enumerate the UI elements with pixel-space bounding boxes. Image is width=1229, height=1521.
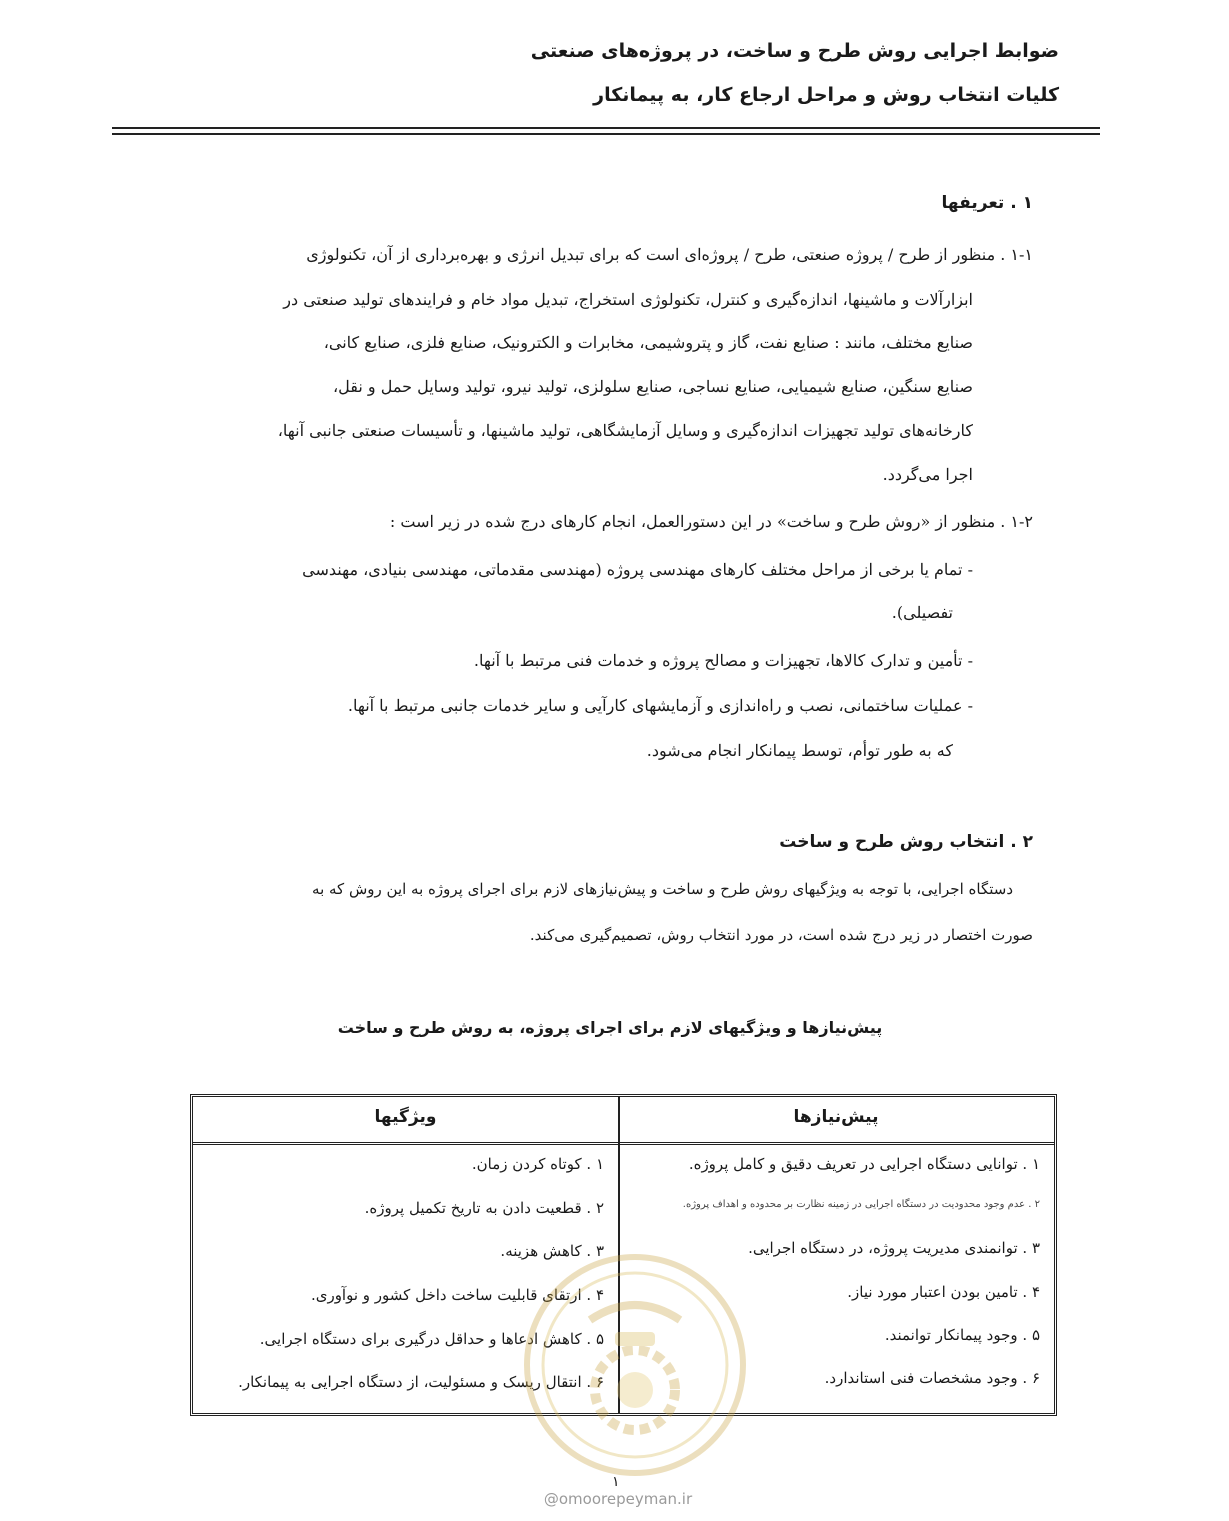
feature-item: ۴ . ارتقای قابلیت ساخت داخل کشور و نوآوری. (310, 1286, 604, 1304)
watermark-text: @omoorepeyman.ir (543, 1490, 693, 1508)
list-item: - عملیات ساختمانی، نصب و راه‌اندازی و آزمایشهای کارآیی و سایر خدمات جانبی مرتبط با آنها. (347, 696, 973, 715)
list-item: - تأمین و تدارک کالاها، تجهیزات و مصالح پروژه و خدمات فنی مرتبط با آنها. (473, 651, 973, 670)
prereq-item: ۶ . وجود مشخصات فنی استاندارد. (824, 1369, 1040, 1387)
prereq-item: ۴ . تامین بودن اعتبار مورد نیاز. (847, 1283, 1040, 1301)
paragraph-line: صنایع مختلف، مانند : صنایع نفت، گاز و پتروشیمی، مخابرات و الکترونیک، صنایع فلزی، صنایع کانی، (323, 333, 973, 352)
prereq-item: ۱ . توانایی دستگاه اجرایی در تعریف دقیق و کامل پروژه. (688, 1155, 1040, 1173)
column-header-prerequisites: پیش‌نیازها (793, 1107, 879, 1127)
prereq-item: ۵ . وجود پیمانکار توانمند. (884, 1326, 1040, 1344)
page-number: ۱ (612, 1474, 620, 1490)
column-header-features: ویژگیها (374, 1107, 437, 1127)
section-title-selection: ۲ . انتخاب روش طرح و ساخت (779, 832, 1033, 852)
list-item: تفصیلی). (891, 603, 953, 622)
paragraph-line: دستگاه اجرایی، با توجه به ویژگیهای روش طرح و ساخت و پیش‌نیازهای لازم برای اجرای پروژه به این روش که به (312, 880, 1013, 898)
header-divider (112, 127, 1100, 129)
feature-item: ۵ . کاهش ادعاها و حداقل درگیری برای دستگاه اجرایی. (259, 1330, 604, 1348)
paragraph-line: کارخانه‌های تولید تجهیزات اندازه‌گیری و وسایل آزمایشگاهی، تولید ماشینها، و تأسیسات صنعتی جانبی آنها، (277, 421, 973, 440)
header-divider (112, 133, 1100, 135)
feature-item: ۶ . انتقال ریسک و مسئولیت، از دستگاه اجرایی به پیمانکار. (238, 1373, 604, 1391)
header-subtitle: کلیات انتخاب روش و مراحل ارجاع کار، به پیمانکار (593, 84, 1059, 106)
prereq-item: ۲ . عدم وجود محدودیت در دستگاه اجرایی در زمینه نظارت بر محدوده و اهداف پروژه. (682, 1199, 1040, 1210)
prereq-item: ۳ . توانمندی مدیریت پروژه، در دستگاه اجرایی. (748, 1239, 1040, 1257)
feature-item: ۲ . قطعیت دادن به تاریخ تکمیل پروژه. (364, 1199, 604, 1217)
feature-item: ۳ . کاهش هزینه. (500, 1242, 604, 1260)
feature-item: ۱ . کوتاه کردن زمان. (471, 1155, 604, 1173)
section-title-definitions: ۱ . تعریفها (941, 193, 1033, 213)
paragraph-line: اجرا می‌گردد. (882, 465, 973, 484)
header-title: ضوابط اجرایی روش طرح و ساخت، در پروژه‌های صنعتی (530, 40, 1059, 62)
paragraph-line: که به طور توأم، توسط پیمانکار انجام می‌شود. (646, 741, 953, 760)
paragraph-line: ۱-۲ . منظور از «روش طرح و ساخت» در این دستورالعمل، انجام کارهای درج شده در زیر است : (389, 512, 1033, 531)
paragraph-line: ۱-۱ . منظور از طرح / پروژه صنعتی، طرح / پروژه‌ای است که برای تبدیل انرژی و بهره‌برداری از آن، تکنولوژی (306, 245, 1033, 264)
list-item: - تمام یا برخی از مراحل مختلف کارهای مهندسی پروژه (مهندسی مقدماتی، مهندسی بنیادی، مهندسی (302, 560, 973, 579)
paragraph-line: صورت اختصار در زیر درج شده است، در مورد انتخاب روش، تصمیم‌گیری می‌کند. (529, 926, 1033, 944)
seal-logo-icon (520, 1250, 750, 1480)
paragraph-line: صنایع سنگین، صنایع شیمیایی، صنایع نساجی، صنایع سلولزی، تولید نیرو، تولید وسایل حمل و نقل، (333, 377, 973, 396)
table-title: پیش‌نیازها و ویژگیهای لازم برای اجرای پروژه، به روش طرح و ساخت (337, 1018, 883, 1037)
paragraph-line: ابزارآلات و ماشینها، اندازه‌گیری و کنترل، تکنولوژی استخراج، تبدیل مواد خام و فرایندهای تولید صنعتی در (283, 290, 973, 309)
header-row-divider (193, 1142, 1054, 1145)
